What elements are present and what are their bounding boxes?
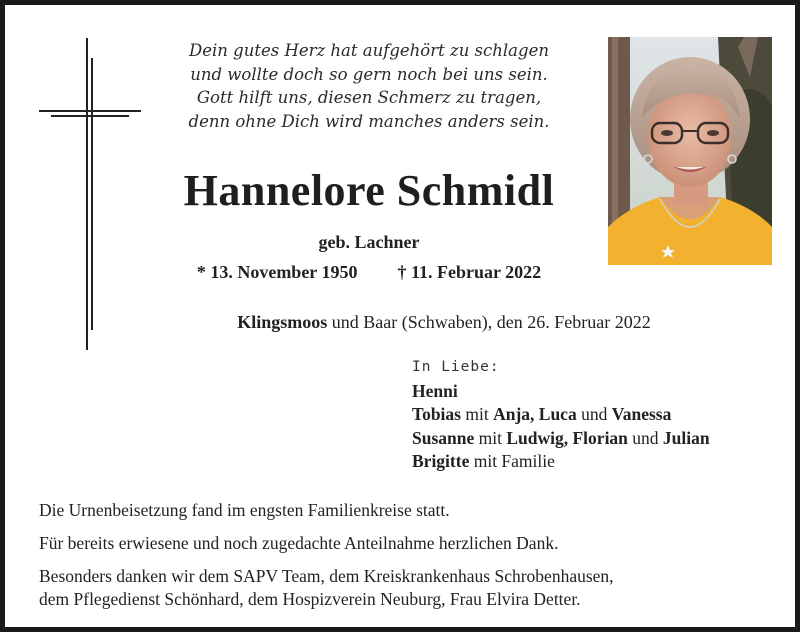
poem-line: Dein gutes Herz hat aufgehört zu schlagen xyxy=(189,41,549,60)
family-member: Brigitte xyxy=(412,451,470,471)
closing-line: Die Urnenbeisetzung fand im engsten Familienkreise statt. xyxy=(39,500,450,520)
closing-line: Für bereits erwiesene und noch zugedachte Anteilnahme herzlichen Dank. xyxy=(39,533,559,553)
family-connector: mit Familie xyxy=(469,451,555,471)
deceased-name: Hannelore Schmidl xyxy=(183,166,555,215)
family-connector: und xyxy=(576,404,612,424)
cross-icon xyxy=(39,38,141,350)
family-row xyxy=(412,380,782,404)
closing-line: Besonders danken wir dem SAPV Team, dem Kreiskrankenhaus Schrobenhausen, xyxy=(39,566,614,586)
family-block xyxy=(412,356,782,474)
family-member: Tobias xyxy=(412,404,461,424)
family-member: Anja, Luca xyxy=(493,404,577,424)
place-name: Klingsmoos xyxy=(237,312,328,332)
family-member: Julian xyxy=(662,427,710,448)
family-lead: In Liebe: xyxy=(412,359,500,375)
birth-date: * 13. November 1950 xyxy=(196,262,358,282)
family-member: Susanne xyxy=(412,427,475,448)
closing-text xyxy=(39,499,779,611)
family-connector: mit xyxy=(460,404,494,424)
place-date-rest: und Baar (Schwaben), den 26. Februar 2022 xyxy=(327,312,651,332)
family-member: Vanessa xyxy=(611,404,672,424)
poem-line: und wollte doch so gern noch bei uns sein. xyxy=(190,64,548,84)
family-row xyxy=(412,403,782,427)
family-member: Ludwig, Florian xyxy=(506,427,628,448)
portrait-photo xyxy=(608,37,772,265)
closing-line: dem Pflegedienst Schönhard, dem Hospizverein Neuburg, Frau Elvira Detter. xyxy=(39,589,581,609)
maiden-name: geb. Lachner xyxy=(318,232,420,252)
family-row xyxy=(412,427,782,451)
death-date: † 11. Februar 2022 xyxy=(397,262,542,282)
poem-line: denn ohne Dich wird manches anders sein. xyxy=(188,111,550,131)
poem xyxy=(165,39,573,133)
poem-line: Gott hilft uns, diesen Schmerz zu tragen, xyxy=(196,88,542,107)
family-member: Henni xyxy=(412,380,458,401)
family-row xyxy=(412,450,782,474)
family-connector: mit xyxy=(474,427,507,448)
life-dates xyxy=(165,261,573,283)
family-connector: und xyxy=(627,427,663,448)
place-and-date xyxy=(165,311,723,333)
